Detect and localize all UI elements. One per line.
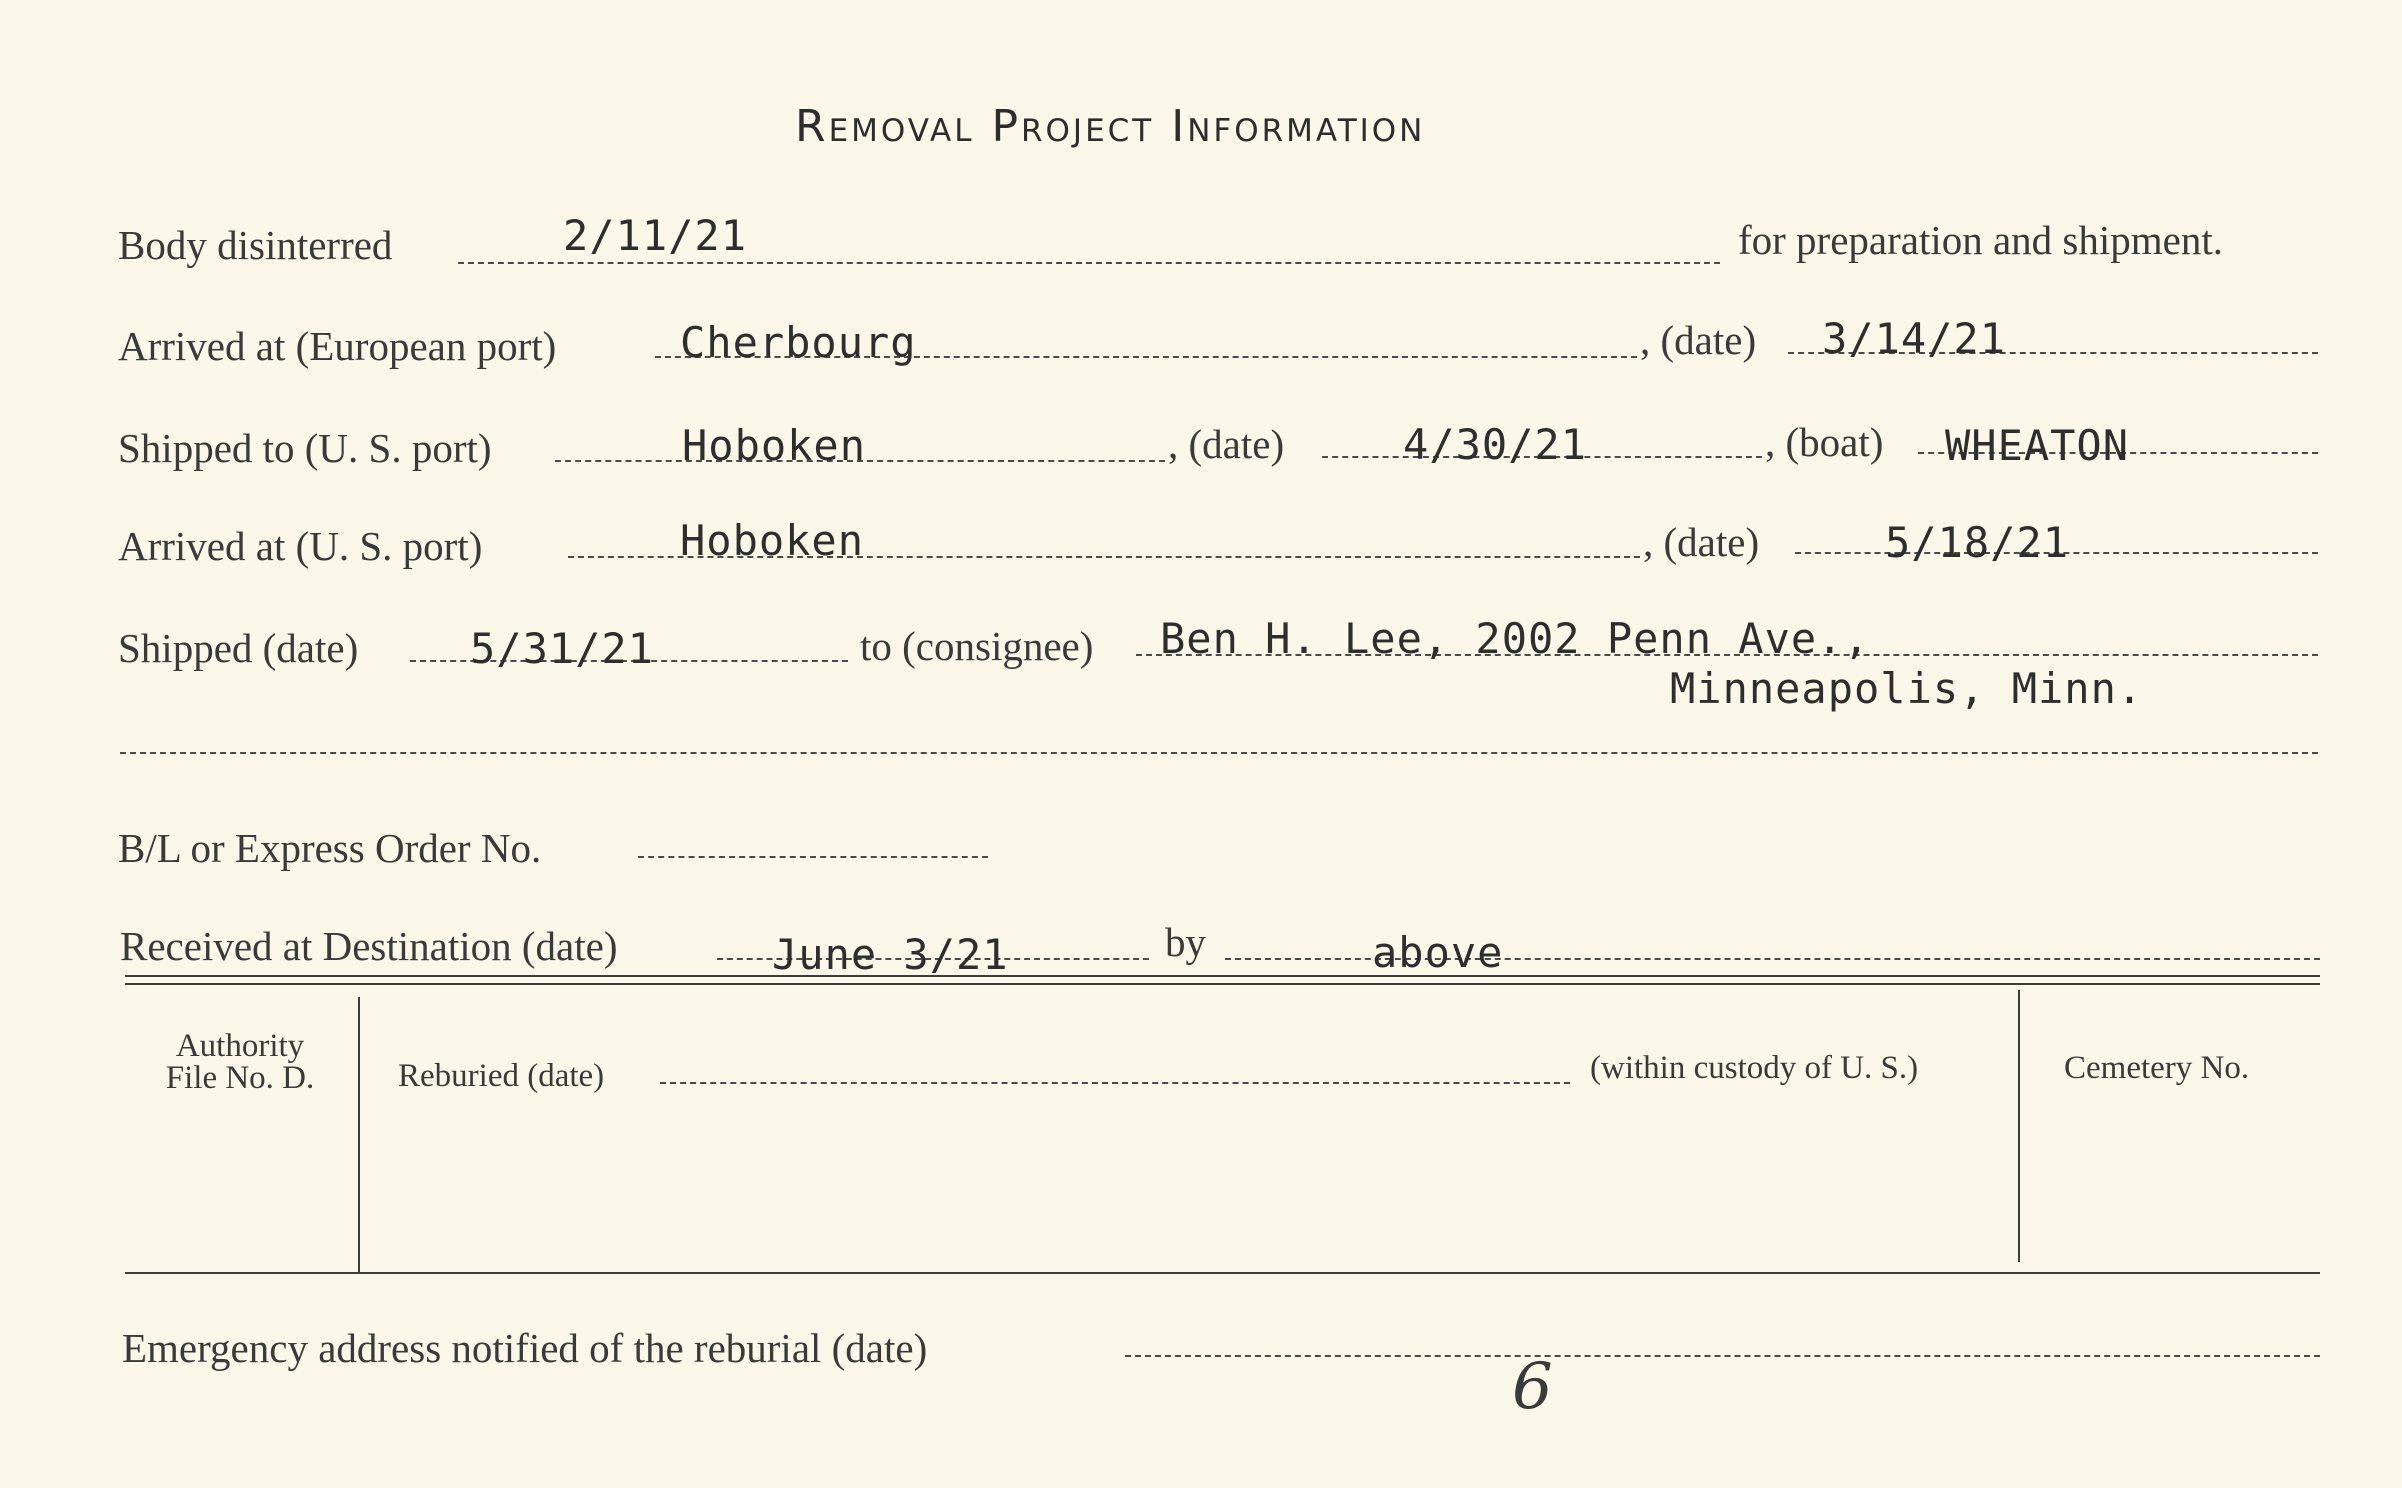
disinterred-suffix: for preparation and shipment. [1738,217,2224,263]
shipped-us-date: 4/30/21 [1403,420,1588,469]
handwritten-mark: 6 [1512,1350,1553,1424]
shipped-us-boat: WHEATON [1945,421,2130,470]
arrived-european-port: Cherbourg [680,318,917,367]
table-bottom-rule [125,1272,2320,1274]
emergency-label: Emergency address notified of the reburial (date) [122,1325,928,1371]
disinterred-date: 2/11/21 [563,211,748,260]
shipped-us-label: Shipped to (U. S. port) [118,425,492,471]
arrived-european-label: Arrived at (European port) [118,323,557,369]
arrived-european-date-label: , (date) [1640,317,1757,363]
custody-label: (within custody of U. S.) [1590,1050,1919,1086]
cemetery-label: Cemetery No. [2064,1050,2250,1086]
table-top-rule-2 [125,983,2320,985]
disinterred-line [458,262,1720,264]
reburied-label: Reburied (date) [398,1058,605,1094]
shipped-date: 5/31/21 [470,624,655,673]
authority-line1: Authority [175,1028,305,1064]
bl-label: B/L or Express Order No. [118,825,542,871]
consignee-label: to (consignee) [860,623,1094,669]
received-by: above [1372,928,1504,977]
reburied-line [660,1082,1570,1084]
arrived-us-date: 5/18/21 [1885,518,2070,567]
received-by-label: by [1165,919,1206,965]
emergency-line [1125,1355,2320,1357]
table-top-rule-1 [125,975,2320,977]
received-date: June 3/21 [772,930,1009,979]
consignee-line2: Minneapolis, Minn. [1670,664,2144,713]
table-divider-right [2018,990,2020,1262]
shipped-us-port: Hoboken [682,421,867,470]
table-divider-left [358,997,360,1272]
arrived-european-date: 3/14/21 [1822,314,2007,363]
received-label: Received at Destination (date) [120,923,618,969]
card-title: Removal Project Information [795,101,1426,152]
arrived-us-port: Hoboken [680,516,865,565]
shipped-date-label: Shipped (date) [118,625,359,671]
consignee-line1: Ben H. Lee, 2002 Penn Ave., [1160,614,1870,663]
authority-line2: File No. D. [165,1060,315,1096]
shipped-us-boat-label: , (boat) [1765,419,1884,465]
shipped-us-date-label: , (date) [1168,421,1285,467]
arrived-us-date-label: , (date) [1643,519,1760,565]
continuation-line [120,752,2318,754]
disinterred-label: Body disinterred [118,222,393,268]
arrived-us-label: Arrived at (U. S. port) [118,523,483,569]
bl-line [638,856,988,858]
